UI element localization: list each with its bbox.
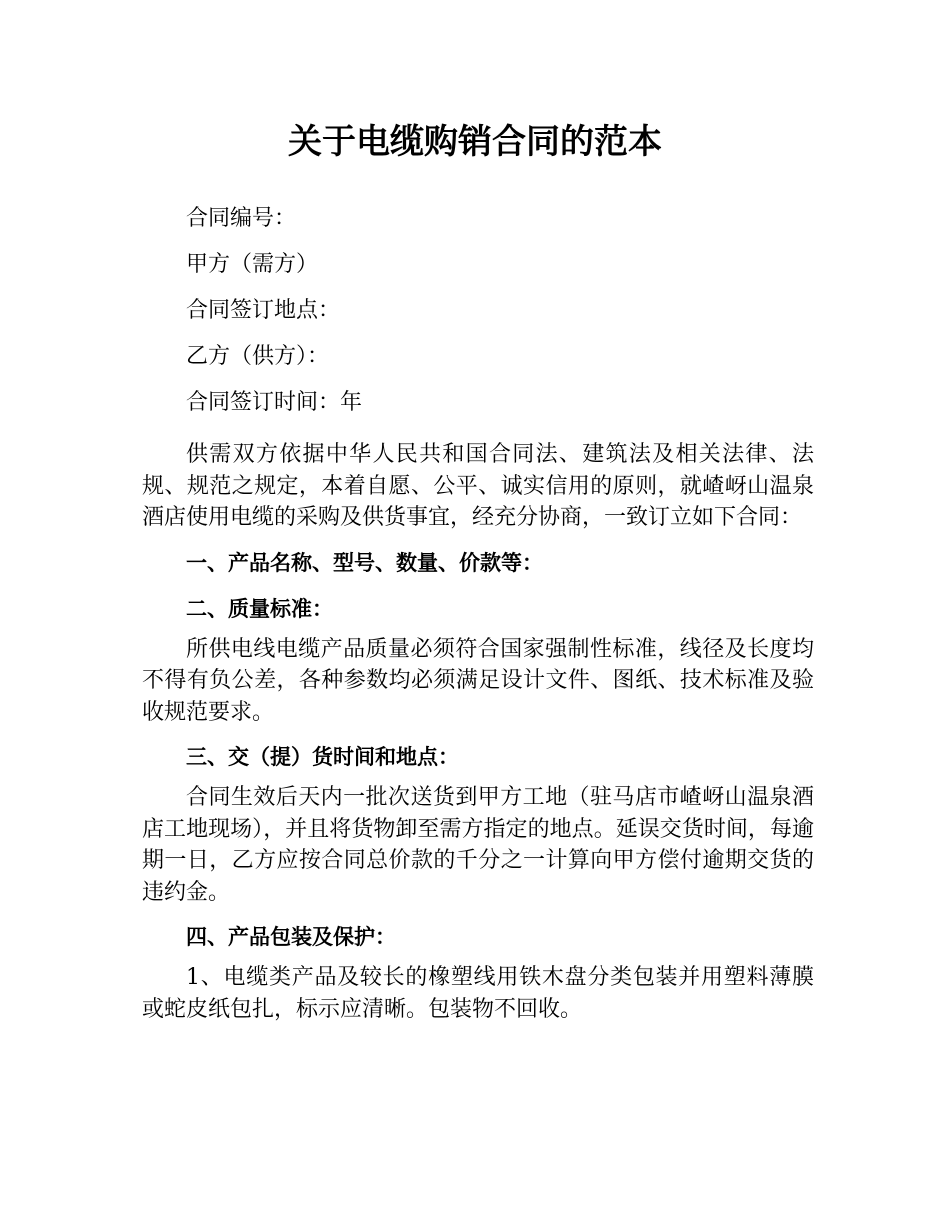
section-text-3: 合同生效后天内一批次送货到甲方工地（驻马店市嵖岈山温泉酒店工地现场），并且将货物卸至需方指定的地点。延误交货时间，每逾期一日，乙方应按合同总价款的千分之一计算向甲方偿付逾期交货的违约金。 [142,785,814,905]
field-party-a: 甲方（需方） [186,252,319,277]
section-heading-4: 四、产品包装及保护： [186,925,396,949]
section-heading-3: 三、交（提）货时间和地点： [186,745,459,769]
section-heading-1: 一、产品名称、型号、数量、价款等： [186,550,543,575]
field-sign-time: 合同签订时间：年 [186,390,363,415]
document-title: 关于电缆购销合同的范本 [288,122,662,162]
document-body [142,196,814,1025]
section-text-4: 1、电缆类产品及较长的橡塑线用铁木盘分类包装并用塑料薄膜或蛇皮纸包扎，标示应清晰。包装物不回收。 [142,965,814,1022]
field-contract-no: 合同编号： [186,206,297,231]
section-heading-2: 二、质量标准： [186,596,333,621]
section-text-2: 所供电线电缆产品质量必须符合国家强制性标准，线径及长度均不得有负公差，各种参数均必须满足设计文件、图纸、技术标准及验收规范要求。 [142,636,814,725]
field-party-b: 乙方（供方）： [186,344,330,369]
intro-paragraph: 供需双方依据中华人民共和国合同法、建筑法及相关法律、法规、规范之规定，本着自愿、公平、诚实信用的原则，就嵖岈山温泉酒店使用电缆的采购及供货事宜，经充分协商，一致订立如下合同： [142,442,814,530]
field-sign-place: 合同签订地点： [186,298,341,323]
